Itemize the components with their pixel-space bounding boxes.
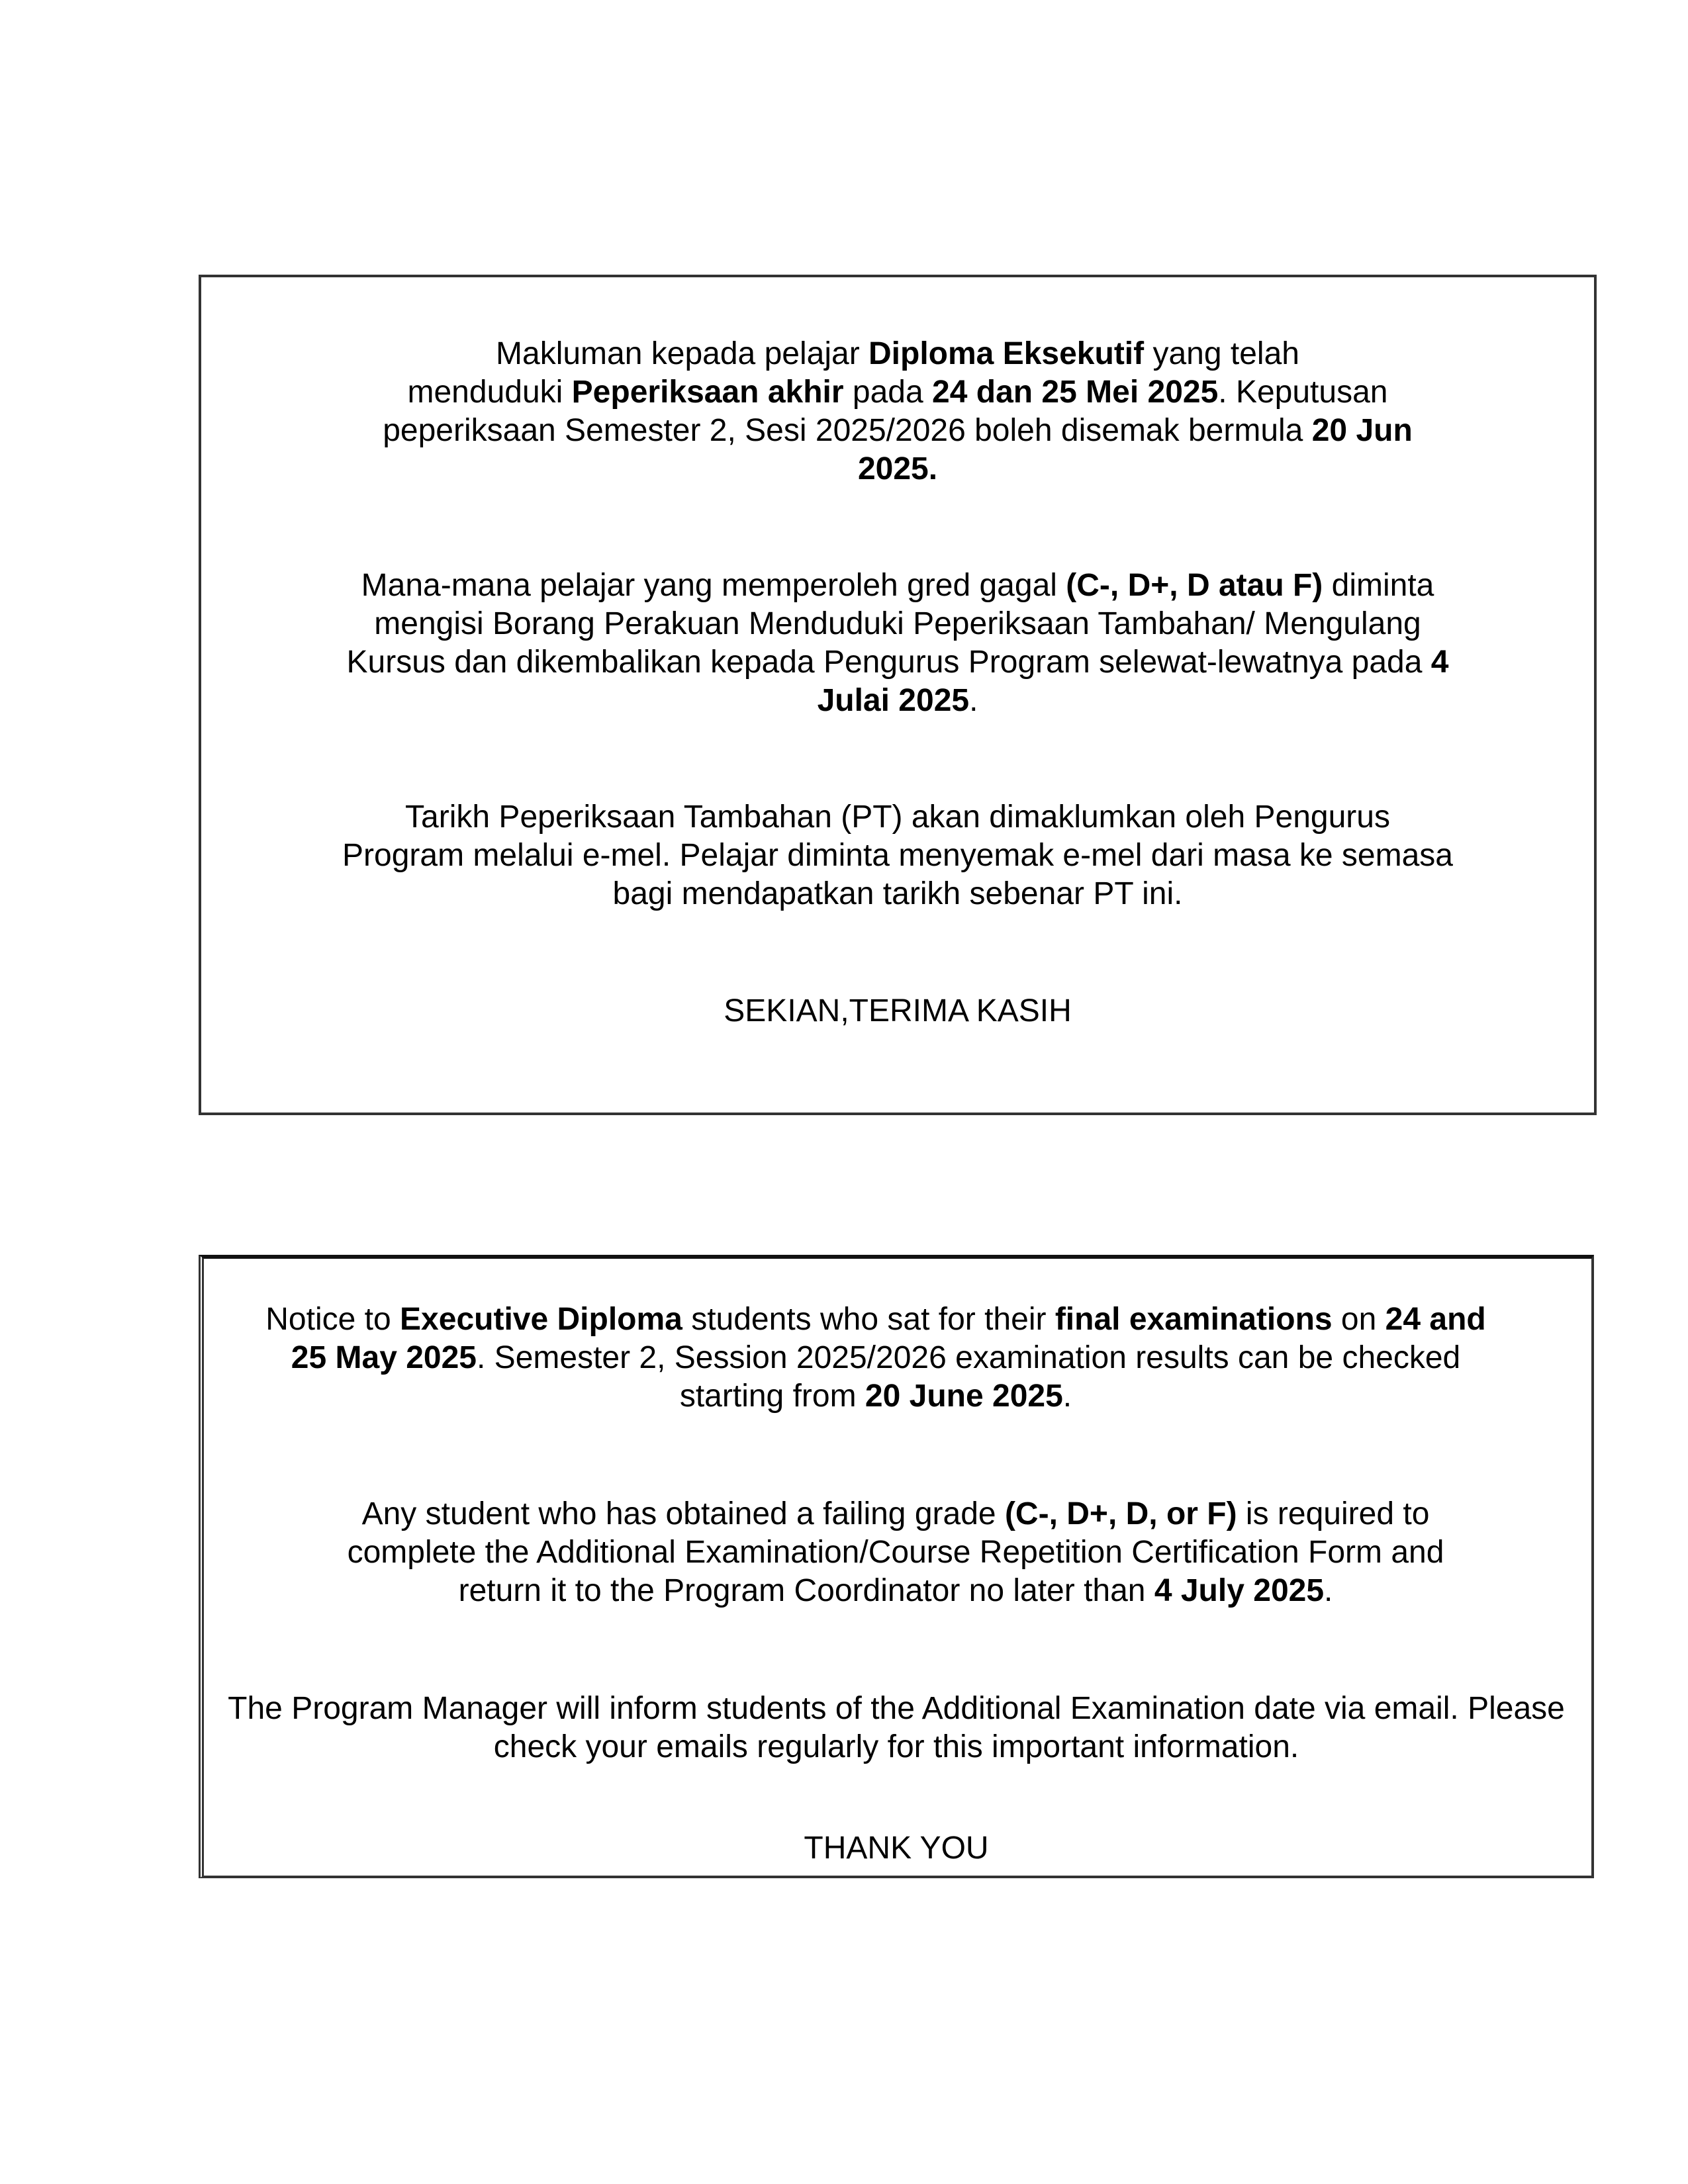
- malay-p2-line1: Mana-mana pelajar yang memperoleh gred gagal (C-, D+, D atau F) diminta: [361, 568, 1434, 603]
- english-paragraph-failing-grade: [204, 1495, 1587, 1610]
- malay-p2-line2: mengisi Borang Perakuan Menduduki Peperiksaan Tambahan/ Mengulang: [374, 606, 1421, 641]
- english-closing: [204, 1829, 1589, 1868]
- malay-p3-line1: Tarikh Peperiksaan Tambahan (PT) akan dimaklumkan oleh Pengurus: [405, 799, 1390, 835]
- english-p2-line3: return it to the Program Coordinator no later than 4 July 2025.: [458, 1573, 1333, 1608]
- english-p3-line2: check your emails regularly for this important information.: [493, 1729, 1299, 1764]
- malay-p1-line3: peperiksaan Semester 2, Sesi 2025/2026 boleh disemak bermula 20 Jun: [383, 413, 1413, 448]
- notice-box-english: [199, 1255, 1594, 1878]
- english-p2-line1: Any student who has obtained a failing grade (C-, D+, D, or F) is required to: [361, 1496, 1430, 1531]
- malay-p3-line3: bagi mendapatkan tarikh sebenar PT ini.: [612, 876, 1183, 911]
- malay-paragraph-results: [201, 335, 1594, 488]
- malay-p1-line1: Makluman kepada pelajar Diploma Eksekutif yang telah: [496, 336, 1299, 371]
- english-p3-line1: The Program Manager will inform students of the Additional Examination date via email. Please: [228, 1691, 1565, 1726]
- english-p1-line3: starting from 20 June 2025.: [679, 1379, 1072, 1414]
- english-p1-line2: 25 May 2025. Semester 2, Session 2025/2026 examination results can be checked: [291, 1340, 1461, 1375]
- notice-box-malay: [199, 275, 1597, 1115]
- english-paragraph-results: [204, 1300, 1548, 1416]
- english-p1-line1: Notice to Executive Diploma students who sat for their final examinations on 24 and: [265, 1302, 1486, 1337]
- malay-paragraph-additional-exam: [201, 798, 1594, 913]
- english-paragraph-additional-exam: [204, 1690, 1589, 1766]
- malay-p3-line2: Program melalui e-mel. Pelajar diminta menyemak e-mel dari masa ke semasa: [342, 838, 1453, 873]
- malay-p2-line3: Kursus dan dikembalikan kepada Pengurus Program selewat-lewatnya pada 4: [346, 645, 1449, 680]
- malay-closing: [201, 992, 1594, 1030]
- malay-p1-line2: menduduki Peperiksaan akhir pada 24 dan 25 Mei 2025. Keputusan: [407, 375, 1388, 410]
- english-p2-line2: complete the Additional Examination/Course Repetition Certification Form and: [347, 1535, 1444, 1570]
- malay-p2-line4: Julai 2025.: [817, 683, 978, 718]
- malay-closing-text: SEKIAN,TERIMA KASIH: [724, 993, 1072, 1028]
- malay-p1-line4: 2025.: [857, 451, 938, 486]
- english-closing-text: THANK YOU: [804, 1831, 989, 1866]
- malay-paragraph-failing-grade: [201, 567, 1594, 720]
